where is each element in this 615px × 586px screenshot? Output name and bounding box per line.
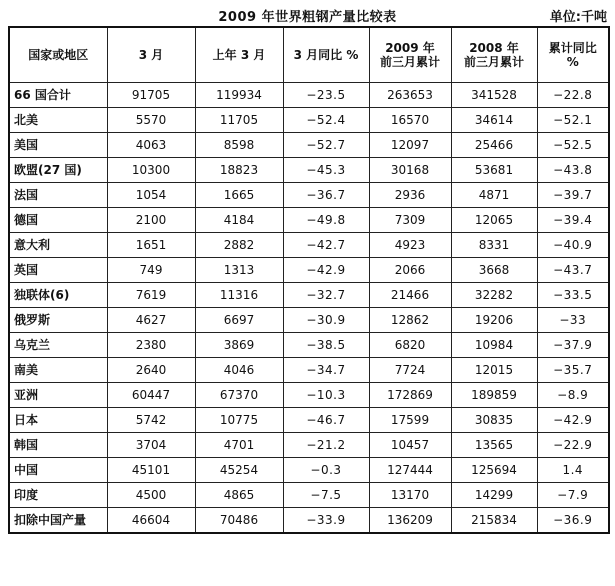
column-header-march: 3 月 bbox=[107, 27, 195, 83]
table-row bbox=[9, 183, 609, 208]
cell-march: 5742 bbox=[107, 408, 195, 433]
cell-cum-2008: 12015 bbox=[451, 358, 537, 383]
cell-march: 1054 bbox=[107, 183, 195, 208]
cell-march-yoy: −45.3 bbox=[283, 158, 369, 183]
table-row bbox=[9, 383, 609, 408]
table-row bbox=[9, 508, 609, 534]
cell-prev-march: 8598 bbox=[195, 133, 283, 158]
cell-march-yoy: −10.3 bbox=[283, 383, 369, 408]
cell-prev-march: 3869 bbox=[195, 333, 283, 358]
steel-output-table bbox=[8, 26, 610, 534]
cell-cum-yoy: −43.8 bbox=[537, 158, 609, 183]
cell-cum-yoy: −43.7 bbox=[537, 258, 609, 283]
cell-prev-march: 4865 bbox=[195, 483, 283, 508]
cell-march: 91705 bbox=[107, 83, 195, 108]
table-row bbox=[9, 408, 609, 433]
cell-cum-2009: 16570 bbox=[369, 108, 451, 133]
cell-prev-march: 1313 bbox=[195, 258, 283, 283]
cell-march: 5570 bbox=[107, 108, 195, 133]
cell-cum-2008: 125694 bbox=[451, 458, 537, 483]
cell-march: 4627 bbox=[107, 308, 195, 333]
cell-cum-yoy: −40.9 bbox=[537, 233, 609, 258]
cell-region: 独联体(6) bbox=[9, 283, 107, 308]
cell-march-yoy: −33.9 bbox=[283, 508, 369, 534]
cell-march-yoy: −32.7 bbox=[283, 283, 369, 308]
cell-march: 45101 bbox=[107, 458, 195, 483]
cell-cum-yoy: −22.9 bbox=[537, 433, 609, 458]
cell-march-yoy: −23.5 bbox=[283, 83, 369, 108]
cell-march: 2100 bbox=[107, 208, 195, 233]
column-header-cum-2009: 2009 年 前三月累计 bbox=[369, 27, 451, 83]
cell-prev-march: 119934 bbox=[195, 83, 283, 108]
table-row bbox=[9, 258, 609, 283]
cell-cum-2009: 12097 bbox=[369, 133, 451, 158]
cell-prev-march: 11316 bbox=[195, 283, 283, 308]
cell-march-yoy: −36.7 bbox=[283, 183, 369, 208]
cell-cum-yoy: −36.9 bbox=[537, 508, 609, 534]
cell-cum-2009: 136209 bbox=[369, 508, 451, 534]
cell-cum-2008: 34614 bbox=[451, 108, 537, 133]
cell-region: 韩国 bbox=[9, 433, 107, 458]
cell-cum-2008: 341528 bbox=[451, 83, 537, 108]
table-body bbox=[9, 83, 609, 534]
cell-cum-2008: 14299 bbox=[451, 483, 537, 508]
table-row bbox=[9, 133, 609, 158]
cell-march: 1651 bbox=[107, 233, 195, 258]
cell-cum-yoy: −37.9 bbox=[537, 333, 609, 358]
cell-march: 10300 bbox=[107, 158, 195, 183]
cell-cum-2008: 8331 bbox=[451, 233, 537, 258]
cell-cum-yoy: −35.7 bbox=[537, 358, 609, 383]
cell-cum-2009: 6820 bbox=[369, 333, 451, 358]
cell-march: 3704 bbox=[107, 433, 195, 458]
cell-region: 印度 bbox=[9, 483, 107, 508]
cell-cum-2008: 3668 bbox=[451, 258, 537, 283]
cell-prev-march: 4046 bbox=[195, 358, 283, 383]
cell-march-yoy: −42.7 bbox=[283, 233, 369, 258]
table-row bbox=[9, 158, 609, 183]
cell-march-yoy: −0.3 bbox=[283, 458, 369, 483]
page-title: 2009 年世界粗钢产量比较表 bbox=[218, 10, 397, 25]
cell-prev-march: 18823 bbox=[195, 158, 283, 183]
cell-prev-march: 67370 bbox=[195, 383, 283, 408]
cell-region: 南美 bbox=[9, 358, 107, 383]
table-row bbox=[9, 108, 609, 133]
cell-march: 2380 bbox=[107, 333, 195, 358]
cell-cum-2008: 4871 bbox=[451, 183, 537, 208]
cell-prev-march: 11705 bbox=[195, 108, 283, 133]
cell-cum-2009: 4923 bbox=[369, 233, 451, 258]
table-row bbox=[9, 458, 609, 483]
column-header-march-yoy: 3 月同比 % bbox=[283, 27, 369, 83]
cell-cum-yoy: −39.4 bbox=[537, 208, 609, 233]
cell-cum-2009: 7309 bbox=[369, 208, 451, 233]
cell-cum-2008: 189859 bbox=[451, 383, 537, 408]
cell-cum-2009: 7724 bbox=[369, 358, 451, 383]
table-row bbox=[9, 308, 609, 333]
header-row bbox=[9, 27, 609, 83]
column-header-region: 国家或地区 bbox=[9, 27, 107, 83]
cell-cum-yoy: −52.1 bbox=[537, 108, 609, 133]
table-row bbox=[9, 83, 609, 108]
cell-cum-2008: 19206 bbox=[451, 308, 537, 333]
cell-march-yoy: −7.5 bbox=[283, 483, 369, 508]
table-row bbox=[9, 283, 609, 308]
cell-cum-yoy: −33 bbox=[537, 308, 609, 333]
cell-region: 亚洲 bbox=[9, 383, 107, 408]
cell-cum-2009: 127444 bbox=[369, 458, 451, 483]
cell-region: 德国 bbox=[9, 208, 107, 233]
cell-cum-2008: 25466 bbox=[451, 133, 537, 158]
table-row bbox=[9, 358, 609, 383]
cell-cum-2008: 215834 bbox=[451, 508, 537, 534]
cell-prev-march: 10775 bbox=[195, 408, 283, 433]
cell-region: 英国 bbox=[9, 258, 107, 283]
cell-cum-2008: 12065 bbox=[451, 208, 537, 233]
cell-cum-2008: 13565 bbox=[451, 433, 537, 458]
cell-region: 乌克兰 bbox=[9, 333, 107, 358]
cell-cum-yoy: 1.4 bbox=[537, 458, 609, 483]
cell-region: 俄罗斯 bbox=[9, 308, 107, 333]
cell-cum-2009: 263653 bbox=[369, 83, 451, 108]
table-caption bbox=[0, 0, 615, 26]
cell-cum-2009: 13170 bbox=[369, 483, 451, 508]
cell-march-yoy: −46.7 bbox=[283, 408, 369, 433]
cell-cum-2009: 21466 bbox=[369, 283, 451, 308]
cell-region: 中国 bbox=[9, 458, 107, 483]
cell-region: 法国 bbox=[9, 183, 107, 208]
cell-cum-2009: 17599 bbox=[369, 408, 451, 433]
table-row bbox=[9, 433, 609, 458]
cell-cum-2009: 2066 bbox=[369, 258, 451, 283]
cell-prev-march: 4701 bbox=[195, 433, 283, 458]
cell-cum-yoy: −7.9 bbox=[537, 483, 609, 508]
cell-cum-2009: 12862 bbox=[369, 308, 451, 333]
cell-cum-yoy: −52.5 bbox=[537, 133, 609, 158]
column-header-cum-yoy: 累计同比 % bbox=[537, 27, 609, 83]
cell-cum-2008: 30835 bbox=[451, 408, 537, 433]
table-row bbox=[9, 233, 609, 258]
cell-march-yoy: −52.4 bbox=[283, 108, 369, 133]
cell-cum-2009: 172869 bbox=[369, 383, 451, 408]
cell-cum-yoy: −42.9 bbox=[537, 408, 609, 433]
cell-march: 46604 bbox=[107, 508, 195, 534]
cell-march: 4063 bbox=[107, 133, 195, 158]
cell-march-yoy: −34.7 bbox=[283, 358, 369, 383]
cell-cum-yoy: −22.8 bbox=[537, 83, 609, 108]
unit-label: 单位:千吨 bbox=[549, 10, 607, 25]
cell-march-yoy: −42.9 bbox=[283, 258, 369, 283]
cell-march: 60447 bbox=[107, 383, 195, 408]
cell-march: 749 bbox=[107, 258, 195, 283]
cell-prev-march: 1665 bbox=[195, 183, 283, 208]
cell-region: 日本 bbox=[9, 408, 107, 433]
cell-prev-march: 2882 bbox=[195, 233, 283, 258]
cell-cum-yoy: −33.5 bbox=[537, 283, 609, 308]
cell-cum-yoy: −8.9 bbox=[537, 383, 609, 408]
cell-region: 意大利 bbox=[9, 233, 107, 258]
table-row bbox=[9, 483, 609, 508]
cell-prev-march: 70486 bbox=[195, 508, 283, 534]
table-row bbox=[9, 333, 609, 358]
column-header-cum-2008: 2008 年 前三月累计 bbox=[451, 27, 537, 83]
cell-region: 66 国合计 bbox=[9, 83, 107, 108]
cell-region: 北美 bbox=[9, 108, 107, 133]
cell-cum-2009: 30168 bbox=[369, 158, 451, 183]
cell-march-yoy: −52.7 bbox=[283, 133, 369, 158]
cell-cum-2008: 10984 bbox=[451, 333, 537, 358]
cell-march-yoy: −38.5 bbox=[283, 333, 369, 358]
cell-prev-march: 45254 bbox=[195, 458, 283, 483]
cell-march-yoy: −49.8 bbox=[283, 208, 369, 233]
cell-prev-march: 4184 bbox=[195, 208, 283, 233]
table-row bbox=[9, 208, 609, 233]
cell-march: 4500 bbox=[107, 483, 195, 508]
cell-cum-2008: 53681 bbox=[451, 158, 537, 183]
cell-region: 欧盟(27 国) bbox=[9, 158, 107, 183]
cell-cum-2009: 2936 bbox=[369, 183, 451, 208]
cell-march-yoy: −21.2 bbox=[283, 433, 369, 458]
cell-region: 扣除中国产量 bbox=[9, 508, 107, 534]
cell-march: 7619 bbox=[107, 283, 195, 308]
cell-cum-2008: 32282 bbox=[451, 283, 537, 308]
cell-cum-yoy: −39.7 bbox=[537, 183, 609, 208]
cell-cum-2009: 10457 bbox=[369, 433, 451, 458]
cell-march-yoy: −30.9 bbox=[283, 308, 369, 333]
cell-march: 2640 bbox=[107, 358, 195, 383]
column-header-prev-march: 上年 3 月 bbox=[195, 27, 283, 83]
cell-region: 美国 bbox=[9, 133, 107, 158]
cell-prev-march: 6697 bbox=[195, 308, 283, 333]
